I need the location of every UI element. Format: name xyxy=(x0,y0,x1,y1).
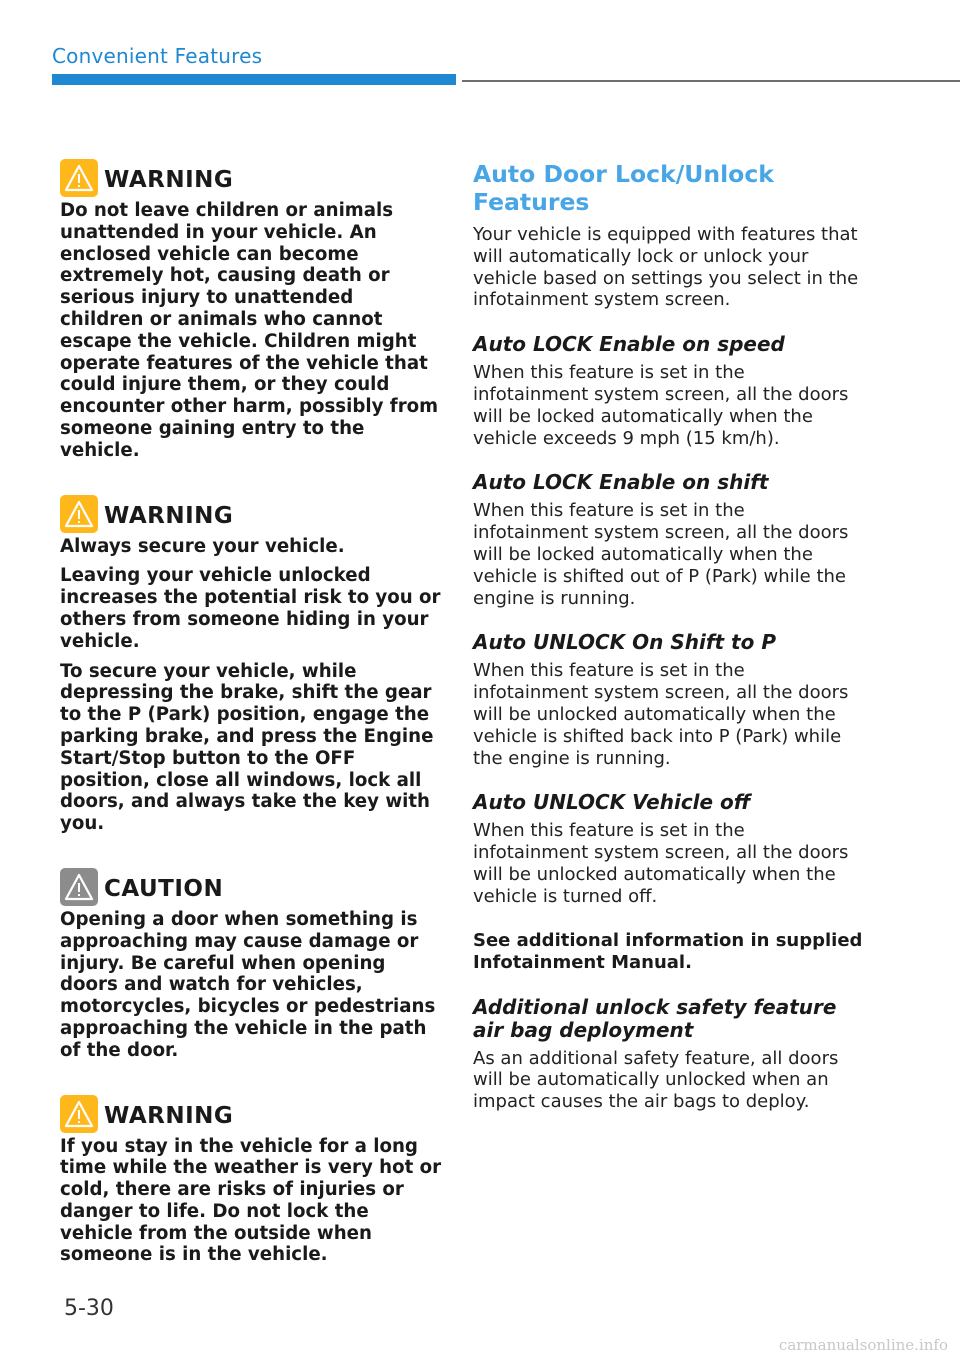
infotainment-note: See additional information in supplied Infotainment Manual. xyxy=(473,929,863,973)
right-column xyxy=(473,158,863,1113)
caution-notice xyxy=(60,867,442,1062)
notice-title: WARNING xyxy=(104,167,234,193)
subsection-text: When this feature is set in the infotainment system screen, all the doors will be locked automatically when the vehicle is shifted out of P (Park) while the engine is running. xyxy=(473,500,849,609)
header-divider-line xyxy=(462,80,960,82)
page-number: 5-30 xyxy=(64,1296,114,1321)
notice-text: Do not leave children or animals unattended in your vehicle. An enclosed vehicle can become extremely hot, causing death or serious injury to unattended children or animals who cannot escape the vehicle. Children might operate features of the vehicle that could injure them, or they could encounter other harm, possibly from someone gaining entry to the vehicle. xyxy=(60,200,439,461)
subsection-title: Auto LOCK Enable on speed xyxy=(473,332,785,357)
section-title: Auto Door Lock/Unlock Features xyxy=(473,160,774,216)
warning-notice xyxy=(60,158,442,462)
notice-header xyxy=(60,867,442,907)
subsection-title: Auto UNLOCK Vehicle off xyxy=(473,790,751,815)
caution-triangle-icon xyxy=(60,868,98,906)
subsection-title: Additional unlock safety feature air bag deployment xyxy=(473,994,837,1042)
notice-text: Always secure your vehicle. xyxy=(60,535,345,557)
watermark: carmanualsonline.info xyxy=(778,1336,948,1354)
subsection-text: When this feature is set in the infotainment system screen, all the doors will be locked automatically when the vehicle exceeds 9 mph (15 km/h). xyxy=(473,362,849,449)
notice-text: If you stay in the vehicle for a long time while the weather is very hot or cold, there are risks of injuries or danger to life. Do not lock the vehicle from the outside when someone is in the vehicle. xyxy=(60,1135,442,1266)
notice-header xyxy=(60,158,442,198)
notice-header xyxy=(60,1094,442,1134)
warning-triangle-icon xyxy=(60,495,98,533)
subsection-text: When this feature is set in the infotainment system screen, all the doors will be unlocked automatically when the vehicle is turned off. xyxy=(473,820,849,907)
notice-title: CAUTION xyxy=(104,875,224,902)
left-column xyxy=(60,158,442,1298)
notice-text: Opening a door when something is approaching may cause damage or injury. Be careful when opening doors and watch for vehicles, motorcycles, bicycles or pedestrians approaching the vehicle in the path of the door. xyxy=(60,908,436,1061)
intro-text: Your vehicle is equipped with features that will automatically lock or unlock your vehicle based on settings you select in the infotainment system screen. xyxy=(473,224,859,311)
subsection-title: Auto LOCK Enable on shift xyxy=(473,470,769,495)
warning-triangle-icon xyxy=(60,159,98,197)
warning-triangle-icon xyxy=(60,1095,98,1133)
subsection-title: Auto UNLOCK On Shift to P xyxy=(473,630,776,655)
warning-notice xyxy=(60,1094,442,1267)
notice-header xyxy=(60,494,442,534)
subsection-text: When this feature is set in the infotainment system screen, all the doors will be unlocked automatically when the vehicle is shifted back into P (Park) while the engine is running. xyxy=(473,660,849,769)
header-accent-bar xyxy=(52,74,456,85)
notice-text: Leaving your vehicle unlocked increases the potential risk to you or others from someone hiding in your vehicle. xyxy=(60,565,441,652)
notice-title: WARNING xyxy=(104,1102,234,1129)
header-title: Convenient Features xyxy=(52,44,263,68)
notice-title: WARNING xyxy=(104,502,234,529)
notice-text: To secure your vehicle, while depressing the brake, shift the gear to the P (Park) position, engage the parking brake, and press the Engine Start/Stop button to the OFF position, close all windows, lock all doors, and always take the key with you. xyxy=(60,660,434,835)
subsection-text: As an additional safety feature, all doors will be automatically unlocked when an impact causes the air bags to deploy. xyxy=(473,1047,839,1113)
warning-notice xyxy=(60,494,442,835)
